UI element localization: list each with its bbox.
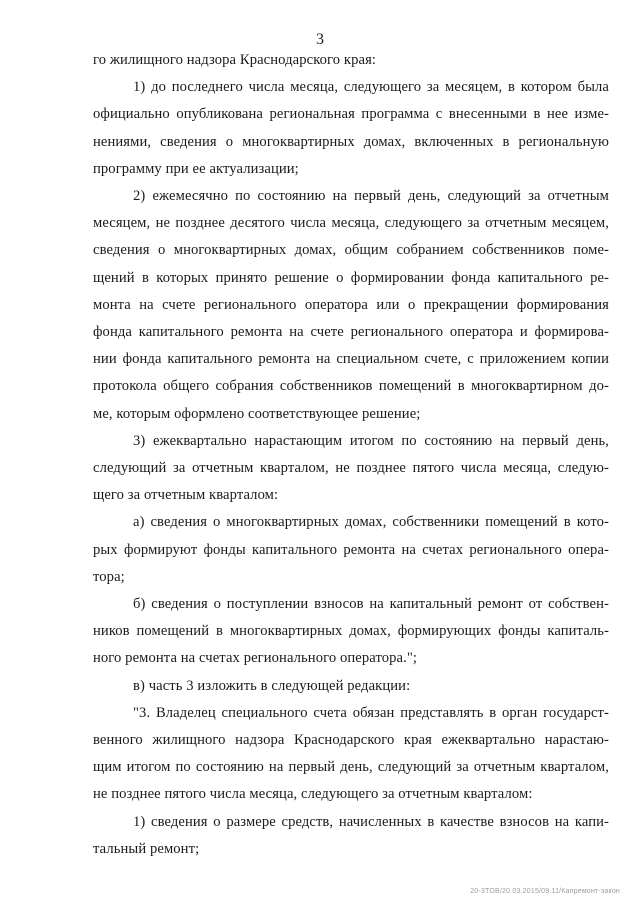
text-line: тора; (93, 568, 125, 585)
text-line: протокола общего собрания собственников помещений в многоквартирном до- (93, 378, 609, 395)
text-line: программу при ее актуализации; (93, 160, 299, 177)
text-line: щим итогом по состоянию на первый день, следующий за отчетным кварталом, (93, 759, 609, 776)
text-line: месяцем, не позднее десятого числа месяца, следующего за отчетным месяцем, (93, 215, 609, 232)
text-line: 3) ежеквартально нарастающим итогом по состоянию на первый день, (133, 432, 609, 449)
text-line: щего за отчетным кварталом: (93, 487, 279, 504)
text-line: официально опубликована региональная программа с внесенными в нее изме- (93, 106, 609, 123)
text-line: а) сведения о многоквартирных домах, собственники помещений в кото- (133, 514, 609, 531)
text-line: фонда капитального ремонта на счете регионального оператора и формирова- (93, 324, 609, 341)
text-line: венного жилищного надзора Краснодарского края ежеквартально нарастаю- (93, 732, 609, 749)
text-line: следующий за отчетным кварталом, не позднее пятого числа месяца, следую- (93, 460, 609, 477)
text-line: в) часть 3 изложить в следующей редакции: (133, 677, 411, 694)
text-line: щений в которых принято решение о формировании фонда капитального ре- (93, 269, 609, 286)
document-footer-code: 20-3TOB/20 03.2015/09.11/Капремонт-закон (470, 888, 620, 895)
text-line: ников помещений в многоквартирных домах, формирующих фонды капиталь- (93, 623, 609, 640)
text-line: нениями, сведения о многоквартирных домах, включенных в региональную (93, 133, 609, 150)
text-line: тальный ремонт; (93, 840, 200, 857)
text-line: нии фонда капитального ремонта на специальном счете, с приложением копии (93, 351, 609, 368)
text-line: 1) до последнего числа месяца, следующего за месяцем, в котором была (133, 79, 609, 96)
text-line: 1) сведения о размере средств, начисленных в качестве взносов на капи- (133, 813, 609, 830)
text-line: сведения о многоквартирных домах, общим собранием собственников поме- (93, 242, 609, 259)
page-number: 3 (316, 31, 324, 48)
document-body (93, 47, 609, 863)
text-line: го жилищного надзора Краснодарского края: (93, 52, 377, 68)
text-line: рых формируют фонды капитального ремонта на счетах регионального опера- (93, 541, 609, 558)
text-line: монта на счете регионального оператора или о прекращении формирования (93, 296, 609, 313)
text-line: ме, которым оформлено соответствующее решение; (93, 405, 421, 422)
text-line: не позднее пятого числа месяца, следующего за отчетным кварталом: (93, 786, 533, 803)
text-line: 2) ежемесячно по состоянию на первый день, следующий за отчетным (133, 188, 609, 205)
text-line: "3. Владелец специального счета обязан представлять в орган государст- (133, 704, 609, 721)
text-line: б) сведения о поступлении взносов на капитальный ремонт от собствен- (133, 596, 609, 613)
text-line: ного ремонта на счетах регионального оператора."; (93, 650, 418, 667)
